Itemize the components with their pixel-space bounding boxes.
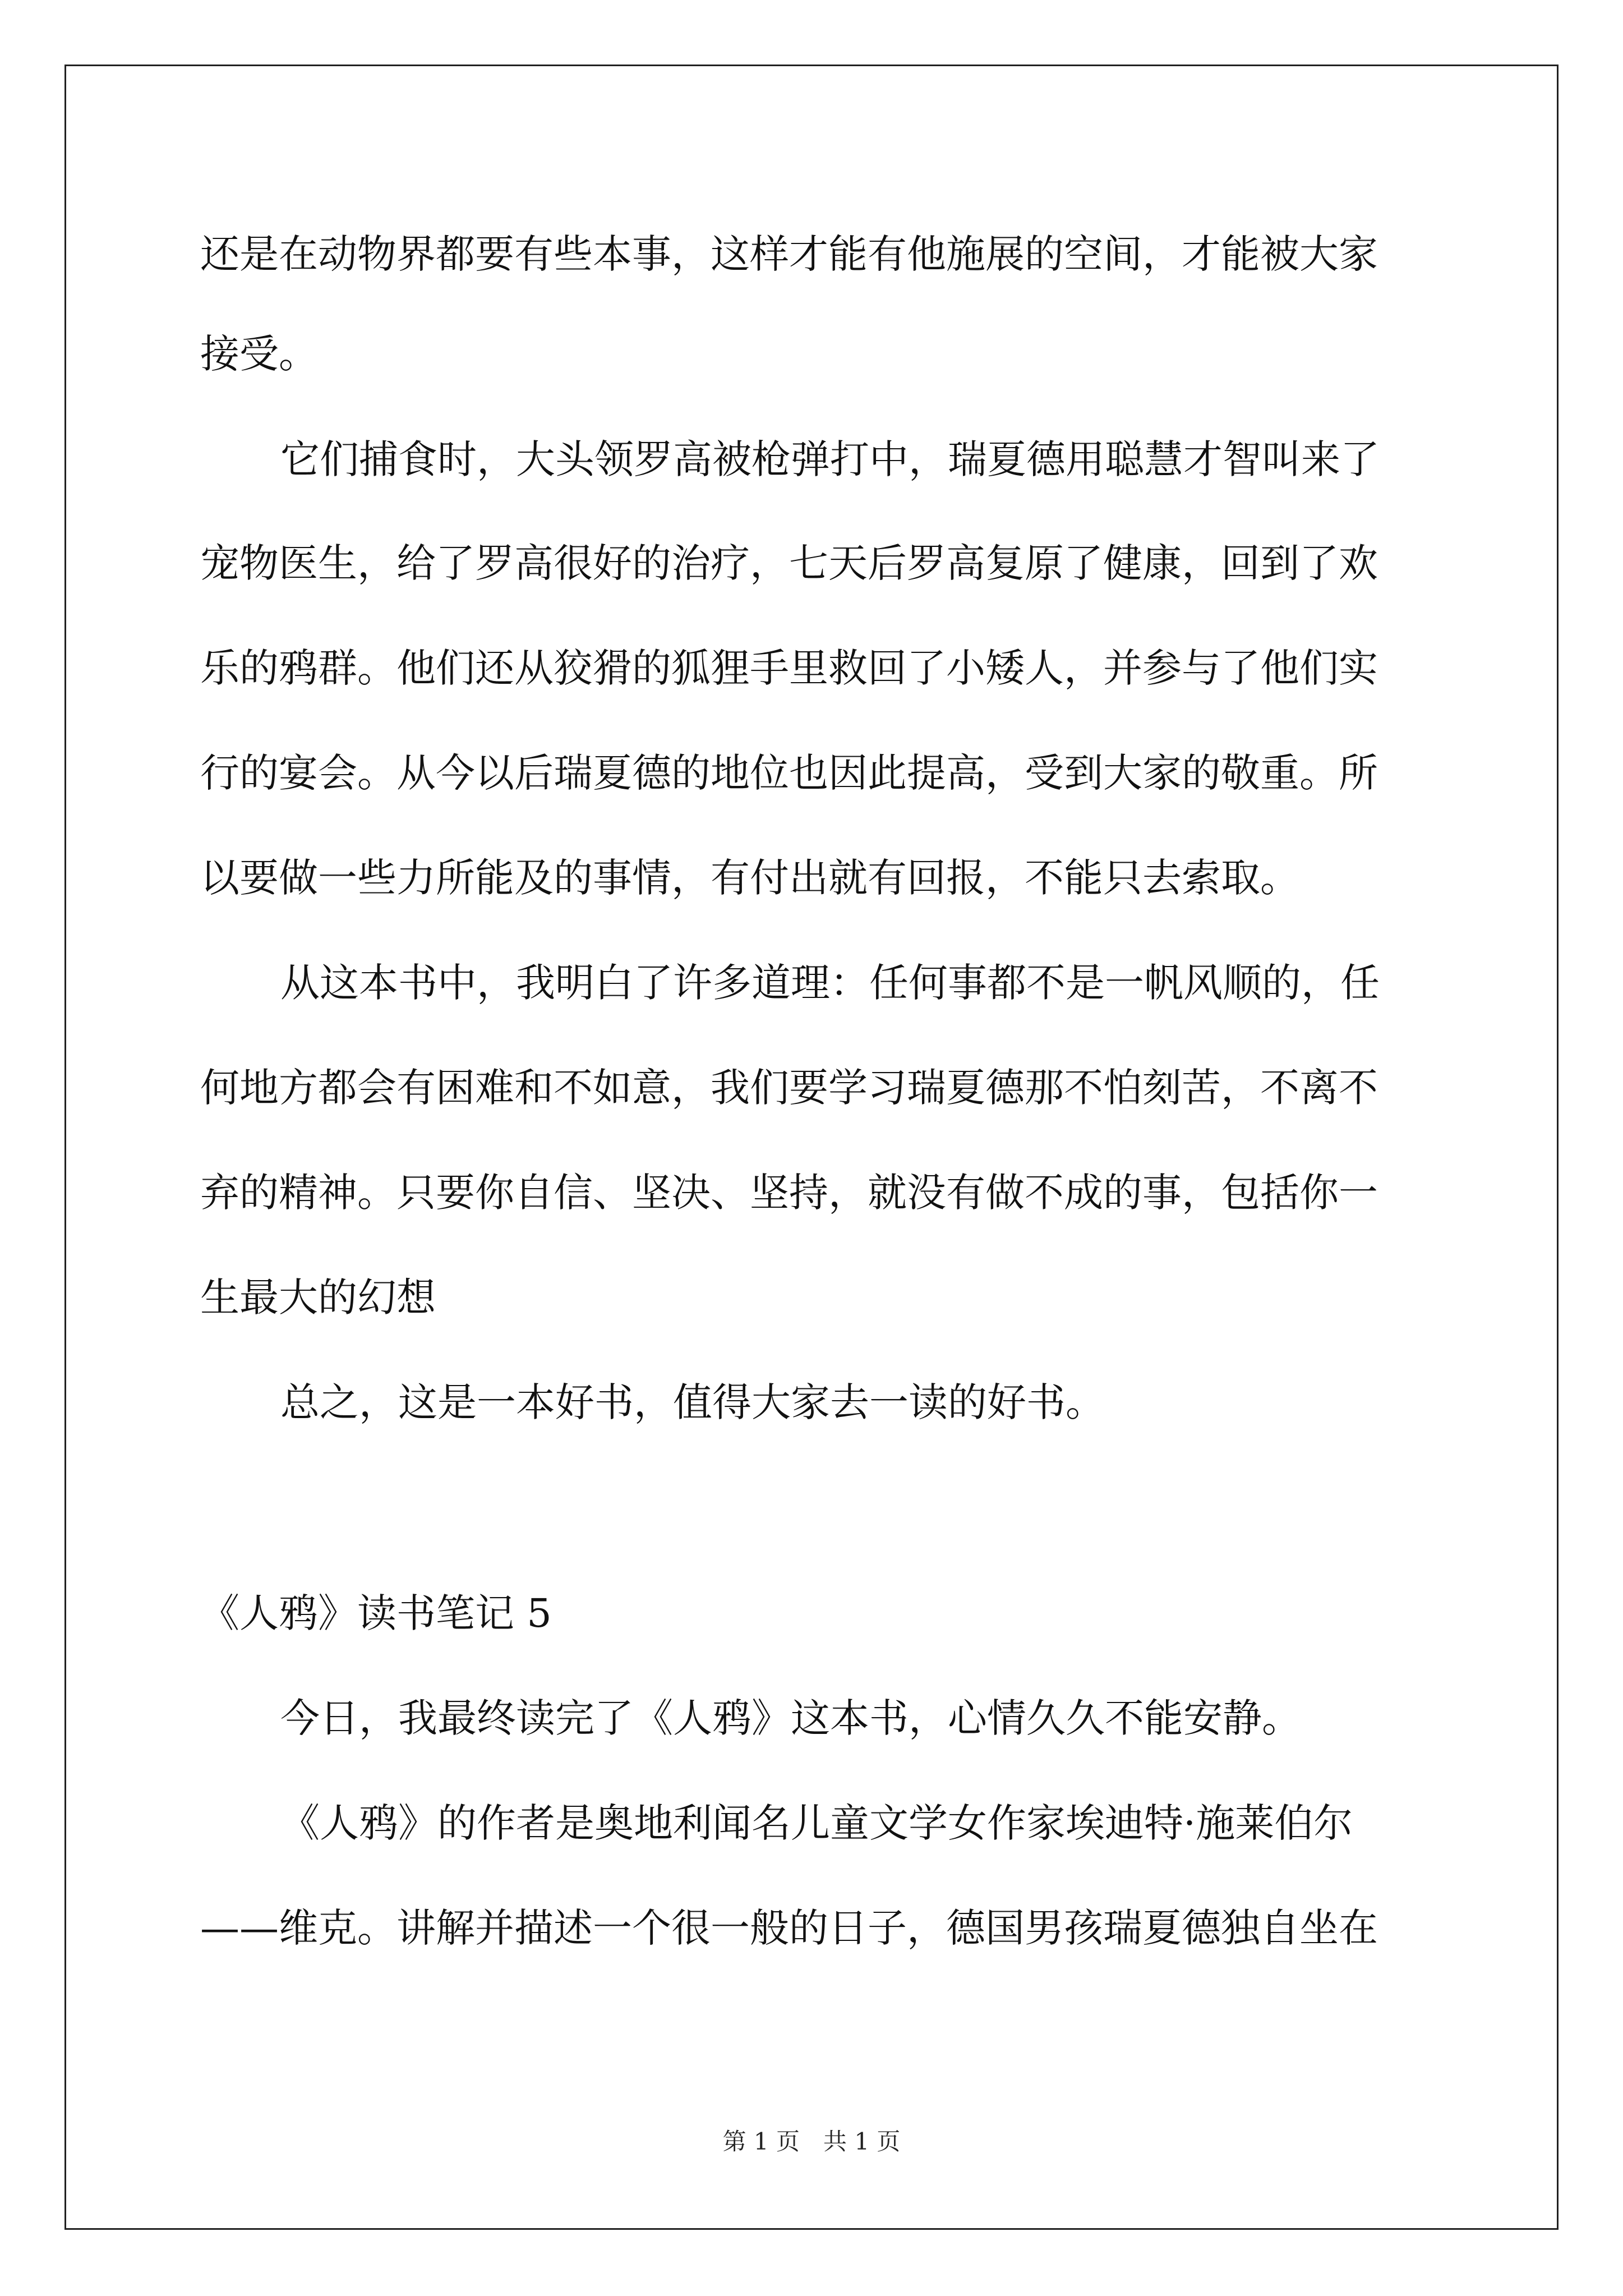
paragraph-3-line-3: 弃的精神。只要你自信、坚决、坚持，就没有做不成的事，包括你一 [200, 1170, 1378, 1216]
paragraph-1-line-2: 接受。 [200, 331, 318, 377]
paragraph-2-line-4: 行的宴会。从今以后瑞夏德的地位也因此提高，受到大家的敬重。所 [200, 750, 1378, 796]
page-footer: 第 1 页 共 1 页 [722, 2128, 901, 2155]
paragraph-1-line-1: 还是在动物界都要有些本事，这样才能有他施展的空间，才能被大家 [200, 231, 1378, 277]
paragraph-6-line-1: 《人鸦》的作者是奥地利闻名儿童文学女作家埃迪特·施莱伯尔 [280, 1800, 1353, 1846]
paragraph-6-line-2: ——维克。讲解并描述一个很一般的日子，德国男孩瑞夏德独自坐在 [200, 1905, 1378, 1951]
paragraph-2-line-5: 以要做一些力所能及的事情，有付出就有回报，不能只去索取。 [200, 855, 1299, 901]
section-title: 《人鸦》读书笔记 5 [200, 1590, 552, 1636]
paragraph-3-line-1: 从这本书中，我明白了许多道理：任何事都不是一帆风顺的，任 [280, 960, 1380, 1006]
paragraph-5-line-1: 今日，我最终读完了《人鸦》这本书，心情久久不能安静。 [280, 1695, 1301, 1741]
paragraph-2-line-3: 乐的鸦群。他们还从狡猾的狐狸手里救回了小矮人，并参与了他们实 [200, 645, 1378, 691]
paragraph-2-line-2: 宠物医生，给了罗高很好的治疗，七天后罗高复原了健康，回到了欢 [200, 540, 1378, 586]
paragraph-2-line-1: 它们捕食时，大头领罗高被枪弹打中，瑞夏德用聪慧才智叫来了 [280, 436, 1380, 482]
paragraph-4-line-1: 总之，这是一本好书，值得大家去一读的好书。 [280, 1379, 1105, 1425]
paragraph-3-line-4: 生最大的幻想 [200, 1274, 436, 1320]
paragraph-3-line-2: 何地方都会有困难和不如意，我们要学习瑞夏德那不怕刻苦，不离不 [200, 1065, 1378, 1111]
